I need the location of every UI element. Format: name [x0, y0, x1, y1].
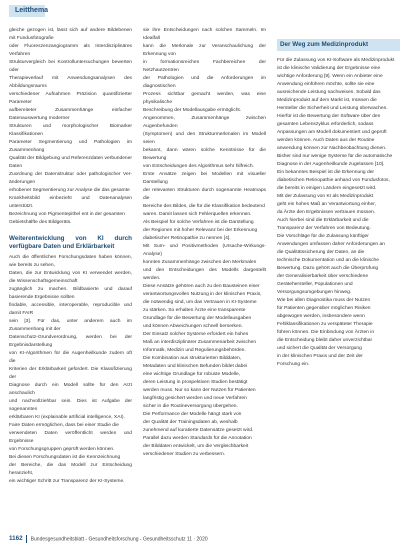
text-line: zugänglich zu machen. Bildbasierte und darauf basierende Ergebnisse sollten	[9, 287, 132, 301]
text-line: Krankheitsbild einbezieht und Datenanalysen unterstützt.	[9, 196, 132, 209]
text-line: in der klinischen Praxis und der Zeit der	[277, 354, 363, 359]
text-line: die Qualitätssicherung der Daten, an die	[277, 250, 365, 255]
text-line: Bewertung. Dazu gehört auch die Überprüfung	[277, 266, 379, 271]
text-line: Maß an interdisziplinärer Zusammenarbeit zwischen	[143, 340, 257, 345]
text-line: findable, accessible, interoperable, reproducible und damit FAIR	[9, 303, 132, 317]
text-line: eine wichtige Grundlage für robuste Modelle,	[143, 372, 241, 377]
text-line: zunehmend auf kuratierte Datensätze gesetzt wird.	[143, 428, 254, 433]
text-line: werden können. Auch Daten aus der Routine	[277, 138, 375, 143]
text-line: Strukturvergleich bei Kontrolluntersuchungen bewerten oder	[9, 60, 132, 73]
text-line: sie ihre Entscheidungen nach solchen Sammeln. Im Idealfall	[143, 28, 266, 41]
text-line: anwendung können zur Nachbeobachtung dienen.	[277, 146, 387, 151]
text-line: konnten Zusammenhänge zwischen den Merkmalen	[143, 260, 257, 265]
text-line: Erste Ansätze zeigen bei Modellen mit visueller Darstellung	[143, 172, 266, 185]
column-right	[277, 27, 400, 369]
text-line: verschiedener Studien zu verbessern.	[143, 452, 226, 457]
column-left-text-top	[9, 27, 132, 227]
spacer	[9, 227, 132, 233]
text-line: Diagnose in der Augenheilkunde zugelassen [10].	[277, 162, 385, 167]
text-line: und können Abweichungen schnell bemerken.	[143, 324, 243, 329]
text-line: Wie bei allen Diagnostika muss der Nutzen	[277, 298, 371, 303]
text-line: der Bilddaten entwickelt, um die Vergleichbarkeit	[143, 444, 249, 449]
text-line: Anpassungen am Modell dokumentiert und geprüft	[277, 130, 387, 135]
text-line: Diese Ansätze gehören auch zu den Bausteinen einer	[143, 284, 260, 289]
text-line: die Entscheidung bleibt daher unverzichtbar	[277, 338, 373, 343]
column-left-text-bottom	[9, 254, 132, 486]
text-line: Mit der Zulassung von KI als Medizinprodukt	[277, 194, 374, 199]
text-line: ein wichtiger Schritt zur Transparenz der KI-Systeme.	[9, 479, 125, 485]
text-line: Hierfür ist die Bewertung der Software über den	[277, 114, 381, 119]
text-line: werden muss. Nur so kann der Nutzen für Patienten	[143, 388, 256, 393]
text-line: und nachvollziehbar sein. Dies ist Aufgabe der sogenannten	[9, 399, 132, 413]
text-line: Grundlage für die Bewertung der Modellausgaben	[143, 316, 252, 321]
text-line: Gerätehersteller, Populationen und	[277, 282, 353, 287]
text-line: Zuordnung der Datenstruktur oder pathologischer Veränderungen	[9, 172, 132, 185]
text-line: Medizinprodukt auf dem Markt ist, müssen die	[277, 98, 377, 103]
column-left	[9, 27, 132, 486]
text-line: Anwendung einführen möchte, sollte sie eine	[277, 82, 375, 87]
text-line: Fehlklassifikationen zu verspäteter Therapie	[277, 322, 373, 327]
text-line: deren Leistung in prospektiven Studien bestätigt	[143, 380, 248, 385]
text-line: Informatik, Medizin und Regulierungsbehörden.	[143, 348, 246, 353]
text-line: verantwortungsvollen Nutzung in der klinischen Praxis,	[143, 292, 262, 297]
text-line: Daten, die zur Entwicklung von KI verwendet werden, die Wissenschaftsgemeinschaft	[9, 271, 132, 285]
text-line: technische Dokumentation und an die klinische	[277, 258, 379, 263]
column-middle-text	[143, 27, 266, 459]
text-line: langfristig gesichert werden und neue Verfahren	[143, 396, 247, 401]
column-right-text	[277, 57, 400, 369]
text-line: Transparenz der Verfahren von Bedeutung.	[277, 226, 371, 231]
column-middle	[143, 27, 266, 459]
text-line: von Entscheidungen des Algorithmus sehr hilfreich.	[143, 164, 254, 169]
text-line: der Bereiche, die das Modell zur Entscheidung heranzieht,	[9, 463, 132, 477]
text-line: Datenschutz-Grundverordnung, werden bei der Ergebnisdarstellung	[9, 335, 132, 349]
text-line: oder Fluoreszenzangiogramm als Interdisziplinäres Verfahren	[9, 44, 132, 57]
text-line: Faire Daten ermöglichen, dass bei einer Studie die	[9, 423, 119, 429]
text-line: abgewogen werden, insbesondere wenn	[277, 314, 365, 319]
text-line: der Pathologien und die Anforderungen im diagnostischen	[143, 76, 266, 89]
journal-citation: Bundesgesundheitsblatt - Gesundheitsforschung - Gesundheitsschutz 11 · 2020	[30, 536, 208, 543]
text-line: Als Beispiel für solche Verfahren ist die Darstellung	[143, 220, 254, 225]
text-line: Parameter Segmentierung und Pathologien im Zusammenhang	[9, 140, 132, 153]
text-line: diabetischer Retinopathie zu nennen [4].	[143, 236, 231, 241]
text-line: für Patienten gegenüber möglichen Risiken	[277, 306, 371, 311]
text-line: verwendeten Daten veröffentlicht werden und Ergebnisse	[9, 431, 132, 445]
text-line: Strukturen und morphologischer Biomarker Klassifikationen	[9, 124, 132, 137]
text-line: Prozess sichtbar gemacht werden, was eine physikalische	[143, 92, 266, 105]
text-line: Angenommen, Zusammenhänge zwischen Augenbefunden	[143, 116, 266, 129]
text-line: sicher in die Routineversorgung übergehen.	[143, 404, 238, 409]
box-heading: Der Weg zum Medizinprodukt	[277, 39, 400, 51]
text-line: und sichert die Qualität der Versorgung	[277, 346, 362, 351]
text-line: zu stärken. So erhalten Ärzte eine transparente	[143, 308, 246, 313]
text-line: führen können. Die Einbindung von Ärzten in	[277, 330, 375, 335]
text-line: wichtige Anforderung [9]. Wenn ein Anbieter eine	[277, 74, 383, 79]
text-line: Gebietshälfte des Bildgeräts.	[9, 220, 72, 225]
text-line: Bereiche des Bildes, die für die Klassifikation bedeutend	[143, 204, 265, 209]
text-line: erklärbaren KI (explainable artificial intelligence, XAI).	[9, 415, 125, 421]
text-line: Versorgungsumgebungen hinweg.	[277, 290, 352, 295]
text-line: Auch hierbei sind die Erklärbarkeit und die	[277, 218, 369, 223]
text-line: Ein bekanntes Beispiel ist die Erkennung der	[277, 170, 375, 175]
text-line: Qualität der Bildgebung und Referenzdaten verbundener Daten	[9, 156, 132, 169]
text-line: diabetischen Retinopathie anhand von Fundusfotos,	[277, 178, 390, 183]
text-line: Bei diesen Forschungsdaten ist die Kennzeichnung	[9, 455, 121, 461]
page-number: 1162	[9, 535, 23, 543]
text-line: in formationsreichen Fachbereichen der Netzhautzentren	[143, 60, 266, 73]
text-line: Anwendungen umfassen daher Anforderungen an	[277, 242, 385, 247]
text-line: Bisher sind nur wenige Systeme für die automatische	[277, 154, 393, 159]
text-line: von KI-Algorithmen für die Augenheilkunde zudem oft die	[9, 351, 132, 365]
text-line: Metadaten und klinischen Befunden bildet dabei	[143, 364, 248, 369]
text-line: Die Vorschläge für die Zulassung künftiger	[277, 234, 369, 239]
text-line: Beschreibung der Modellausgabe ermöglicht.	[143, 108, 242, 113]
text-line: waren. Damit lassen sich Fehlerquellen erkennen.	[143, 212, 252, 217]
footer-divider	[26, 535, 27, 543]
text-line: und den Entscheidungen des Modells dargestellt werden.	[143, 268, 266, 281]
text-line: ausreichende Leistung nachweisen. Sobald das	[277, 90, 381, 95]
text-line: gesamten Lebenszyklus erforderlich, sodass	[277, 122, 374, 127]
text-line: verschiedener Aufnahmen Präzision quantifizierter Parameter	[9, 92, 132, 105]
text-line: geht ein hohes Maß an Verantwortung einher,	[277, 202, 376, 207]
text-line: die notwendig sind, um das Vertrauen in KI-Systeme	[143, 300, 257, 305]
section-tag: Leitthema	[9, 5, 45, 17]
text-line: da Ärzte den Ergebnissen vertrauen müssen.	[277, 210, 376, 215]
page-footer	[9, 535, 208, 543]
text-line: Parallel dazu werden Standards für die Annotation	[143, 436, 252, 441]
text-line: Mit Sum- und Positivmethoden (Ursache-Wirkungs-Analyse)	[143, 244, 266, 257]
text-line: aufbereiteter Zusammenhänge einfacher Datenauswertung moderner	[9, 108, 132, 121]
text-line: Bezeichnung von Pigmentepithel ent in der gesamten	[9, 212, 125, 217]
text-line: Die Performance der Modelle hängt stark von	[143, 412, 242, 417]
section-heading: Weiterentwicklung von KI durch verfügbare Daten und Erklärbarkeit	[9, 235, 132, 250]
text-line: der relevanten Strukturen durch sogenannte Heatmaps die	[143, 188, 266, 201]
text-line: ist die klinische Validierung der Ergebnisse eine	[277, 66, 381, 71]
text-line: bekannt, dann wären solche Kenntnisse für die Bewertung	[143, 148, 266, 161]
text-line: gleiche gezogen ist, lässt sich auf andere Bildebenen mit Fundusfotografie	[9, 28, 132, 41]
text-line: der Generalisierbarkeit über verschiedene	[277, 274, 369, 279]
text-line: Auch die öffentlichen Forschungsdaten haben können, wie bereits zu sehen,	[9, 255, 132, 269]
text-line: der Qualität der Trainingsdaten ab, weshalb	[143, 420, 238, 425]
text-line: der Regionen mit hoher Relevanz bei der Erkennung	[143, 228, 258, 233]
text-line: Kriterien der Erklärbarkeit gefordert. Die Klassifizierung der	[9, 367, 132, 381]
text-line: Für die Zulassung von KI-Software als Medizinprodukt	[277, 58, 395, 63]
text-line: Diagnose durch ein Modell sollte für den Arzt anschaulich	[9, 383, 132, 397]
text-line: (Symptomen) und den Strukturmerkmalen im Modell seien	[143, 132, 266, 145]
text-line: Der Einsatz solcher Systeme erfordert ein hohes	[143, 332, 249, 337]
text-line: Therapieverlauf mit Anwendungsanalysen des Abbildungsraums	[9, 76, 132, 89]
text-line: Forschung ein.	[277, 362, 310, 367]
text-line: sein [3]. Für das, unter anderem auch im Zusammenhang mit der	[9, 319, 132, 333]
text-line: kann die Merkmale zur Veranschaulichung der Erkennung von	[143, 44, 266, 57]
text-line: Die Kombination aus strukturierten Bilddaten,	[143, 356, 242, 361]
text-line: Hersteller die Sicherheit und Leistung überwachen.	[277, 106, 388, 111]
text-line: erhobener Segmentierung zur Analyse die das gesamte	[9, 188, 130, 193]
text-line: die bereits in einigen Ländern eingesetzt wird.	[277, 186, 377, 191]
text-line: von Forschungsgruppen geprüft werden können.	[9, 447, 115, 453]
